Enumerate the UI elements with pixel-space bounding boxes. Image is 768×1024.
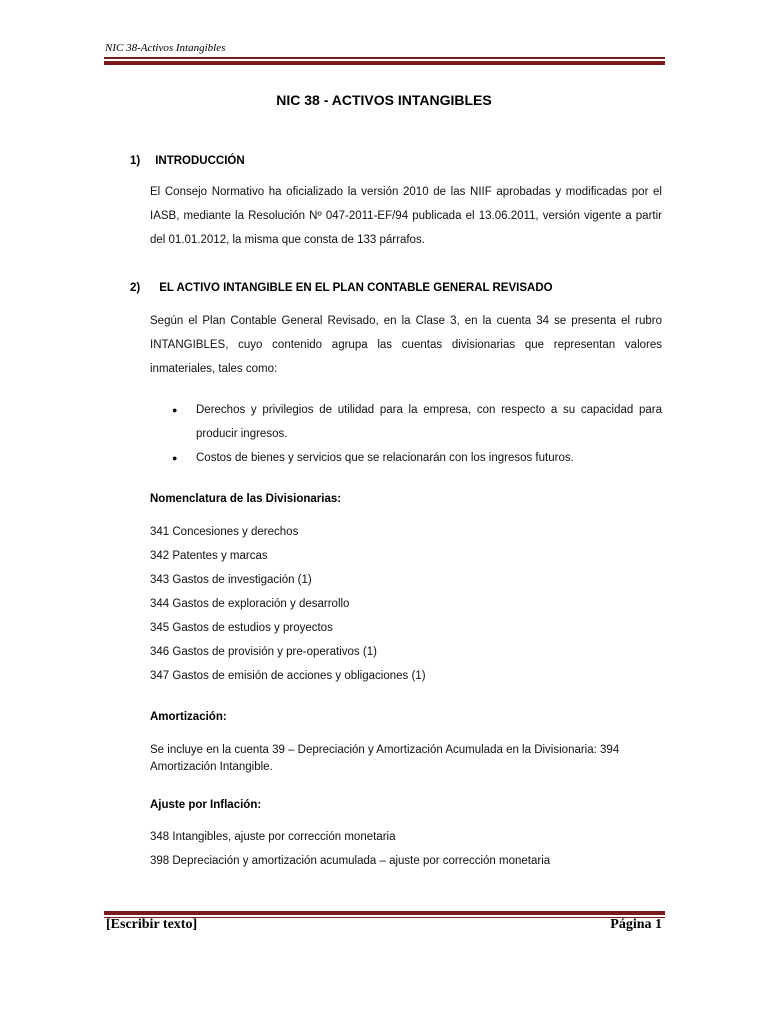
section-1-number: 1) bbox=[130, 155, 141, 167]
nomenclatura-list bbox=[150, 520, 426, 688]
header-title: NIC 38-Activos Intangibles bbox=[105, 42, 226, 54]
footer-rule-thick bbox=[104, 911, 665, 915]
footer-placeholder-text: [Escribir texto] bbox=[106, 917, 198, 932]
section-2-number: 2) bbox=[130, 282, 141, 294]
ajuste-heading: Ajuste por Inflación: bbox=[150, 799, 262, 811]
ajuste-list bbox=[150, 825, 550, 873]
nomenclatura-heading: Nomenclatura de las Divisionarias: bbox=[150, 493, 342, 505]
section-1-paragraph: El Consejo Normativo ha oficializado la versión 2010 de las NIIF aprobadas y modificadas por el IASB, mediante la Resolución Nº 047-2011-EF/94 publicada el 13.06.2011, versión vigente a partir del 01.01.2012, la misma que consta de 133 párrafos. bbox=[150, 186, 662, 246]
list-item: 347 Gastos de emisión de acciones y obligaciones (1) bbox=[150, 670, 426, 682]
section-2-paragraph: Según el Plan Contable General Revisado, en la Clase 3, en la cuenta 34 se presenta el rubro INTANGIBLES, cuyo contenido agrupa las cuentas divisionarias que representan valores inmateriales, tales como: bbox=[150, 315, 662, 375]
list-item: 346 Gastos de provisión y pre-operativos (1) bbox=[150, 646, 377, 658]
bullet-icon: ● bbox=[172, 405, 178, 415]
amortizacion-heading: Amortización: bbox=[150, 711, 227, 723]
list-item: 342 Patentes y marcas bbox=[150, 550, 268, 562]
document-title: NIC 38 - ACTIVOS INTANGIBLES bbox=[276, 92, 492, 108]
list-item: 344 Gastos de exploración y desarrollo bbox=[150, 598, 350, 610]
list-item: 341 Concesiones y derechos bbox=[150, 526, 299, 538]
list-item: 348 Intangibles, ajuste por corrección monetaria bbox=[150, 831, 396, 843]
bullet-item bbox=[150, 398, 662, 446]
list-item: 398 Depreciación y amortización acumulada – ajuste por corrección monetaria bbox=[150, 855, 551, 867]
section-1-title: INTRODUCCIÓN bbox=[155, 155, 245, 167]
page-number: Página 1 bbox=[610, 917, 662, 932]
bullet-item bbox=[150, 446, 662, 470]
header-rule bbox=[104, 57, 665, 59]
bullet-text: Derechos y privilegios de utilidad para la empresa, con respecto a su capacidad para producir ingresos. bbox=[196, 404, 662, 440]
bullet-text: Costos de bienes y servicios que se relacionarán con los ingresos futuros. bbox=[196, 452, 574, 464]
header-rule-thick bbox=[104, 61, 665, 65]
section-1-heading bbox=[130, 155, 245, 167]
amortizacion-paragraph: Se incluye en la cuenta 39 – Depreciación y Amortización Acumulada en la Divisionaria: 394 Amortización Intangible. bbox=[150, 744, 620, 773]
section-2-title: EL ACTIVO INTANGIBLE EN EL PLAN CONTABLE GENERAL REVISADO bbox=[159, 282, 553, 294]
list-item: 343 Gastos de investigación (1) bbox=[150, 574, 312, 586]
bullet-list bbox=[150, 398, 662, 470]
bullet-icon: ● bbox=[172, 453, 178, 463]
list-item: 345 Gastos de estudios y proyectos bbox=[150, 622, 333, 634]
section-2-heading bbox=[130, 282, 553, 294]
